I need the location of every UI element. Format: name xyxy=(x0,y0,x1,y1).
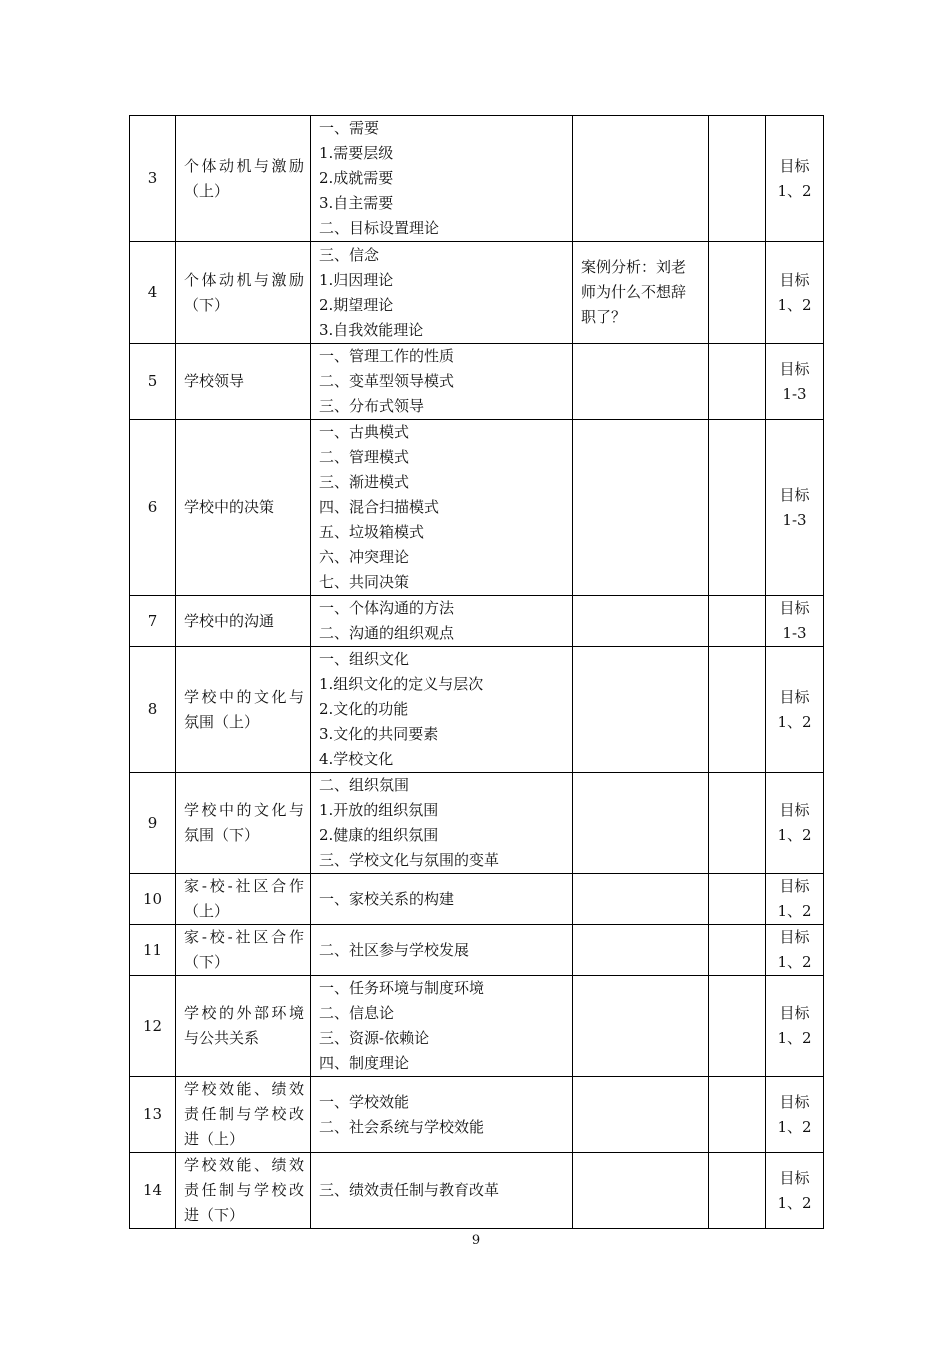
topic-cell xyxy=(176,1077,311,1153)
content-line: 1.归因理论 xyxy=(319,270,394,289)
goal-line: 目标 xyxy=(779,1168,810,1187)
content-line: 2.文化的功能 xyxy=(319,700,409,718)
case-cell xyxy=(573,773,709,874)
content-line: 三、分布式领导 xyxy=(319,397,425,415)
empty-cell xyxy=(709,596,766,647)
goal-cell xyxy=(766,976,824,1077)
content-cell xyxy=(311,344,573,420)
goal-cell xyxy=(766,647,824,773)
goal-line: 1-3 xyxy=(782,624,807,642)
content-line: 二、社区参与学校发展 xyxy=(319,940,470,959)
topic-line: 学校领导 xyxy=(184,372,245,390)
goal-line: 目标 xyxy=(779,1004,810,1022)
content-line: 七、共同决策 xyxy=(319,573,410,591)
content-line: 二、社会系统与学校效能 xyxy=(319,1117,485,1136)
topic-line: （上） xyxy=(184,902,230,920)
empty-cell xyxy=(709,976,766,1077)
content-line: 2.成就需要 xyxy=(319,169,394,187)
empty-cell xyxy=(709,242,766,344)
goal-line: 1、2 xyxy=(777,1193,812,1212)
week-number-cell: 9 xyxy=(130,773,176,874)
week-number-cell: 5 xyxy=(130,344,176,420)
topic-cell xyxy=(176,596,311,647)
topic-line: 氛围（下） xyxy=(184,826,260,844)
content-line: 一、组织文化 xyxy=(319,650,410,668)
goal-line: 1、2 xyxy=(777,1117,812,1136)
goal-line: 1、2 xyxy=(777,1029,812,1047)
content-line: 二、信息论 xyxy=(319,1004,395,1022)
case-cell xyxy=(573,874,709,925)
goal-line: 1-3 xyxy=(782,384,807,403)
content-line: 二、变革型领导模式 xyxy=(319,372,455,390)
case-line: 师为什么不想辞 xyxy=(581,283,687,301)
table-row xyxy=(130,976,824,1077)
content-line: 二、目标设置理论 xyxy=(319,219,440,237)
goal-line: 目标 xyxy=(779,485,810,504)
goal-cell xyxy=(766,344,824,420)
content-line: 四、制度理论 xyxy=(319,1054,410,1072)
empty-cell xyxy=(709,420,766,596)
week-number-cell: 6 xyxy=(130,420,176,596)
content-line: 1.组织文化的定义与层次 xyxy=(319,675,484,693)
topic-line: 学校中的文化与 xyxy=(184,801,304,819)
content-line: 3.文化的共同要素 xyxy=(319,725,439,743)
empty-cell xyxy=(709,874,766,925)
content-line: 四、混合扫描模式 xyxy=(319,498,440,516)
empty-cell xyxy=(709,1153,766,1229)
goal-line: 1、2 xyxy=(777,826,812,844)
case-cell xyxy=(573,242,709,344)
goal-line: 1、2 xyxy=(777,902,812,920)
goal-line: 目标 xyxy=(779,801,810,819)
empty-cell xyxy=(709,1077,766,1153)
content-line: 1.开放的组织氛围 xyxy=(319,801,439,819)
table-row xyxy=(130,773,824,874)
topic-line: 与公共关系 xyxy=(184,1029,260,1047)
topic-cell xyxy=(176,976,311,1077)
goal-line: 目标 xyxy=(779,1092,810,1111)
topic-line: 学校中的决策 xyxy=(184,498,275,516)
goal-line: 1-3 xyxy=(782,510,807,529)
week-number-cell: 13 xyxy=(130,1077,176,1153)
empty-cell xyxy=(709,773,766,874)
content-line: 六、冲突理论 xyxy=(319,548,410,566)
content-line: 一、学校效能 xyxy=(319,1092,410,1111)
goal-line: 1、2 xyxy=(777,712,812,731)
week-number-cell: 3 xyxy=(130,116,176,242)
empty-cell xyxy=(709,344,766,420)
table-row xyxy=(130,1077,824,1153)
content-cell xyxy=(311,116,573,242)
goal-line: 目标 xyxy=(779,928,810,946)
content-line: 一、管理工作的性质 xyxy=(319,347,455,365)
topic-line: （下） xyxy=(184,953,230,971)
table-row xyxy=(130,874,824,925)
topic-line: 责任制与学校改 xyxy=(184,1181,304,1199)
content-line: 一、任务环境与制度环境 xyxy=(319,979,485,997)
content-line: 一、个体沟通的方法 xyxy=(319,599,455,617)
content-line: 二、沟通的组织观点 xyxy=(319,624,455,642)
content-cell xyxy=(311,1153,573,1229)
content-line: 三、学校文化与氛围的变革 xyxy=(319,851,500,869)
topic-cell xyxy=(176,1153,311,1229)
goal-cell xyxy=(766,116,824,242)
topic-cell xyxy=(176,344,311,420)
goal-line: 1、2 xyxy=(777,295,812,314)
empty-cell xyxy=(709,647,766,773)
content-line: 三、资源-依赖论 xyxy=(319,1029,430,1047)
table-row xyxy=(130,596,824,647)
content-cell xyxy=(311,596,573,647)
content-line: 4.学校文化 xyxy=(319,750,394,768)
content-cell xyxy=(311,420,573,596)
goal-line: 目标 xyxy=(779,156,810,175)
table-row xyxy=(130,925,824,976)
empty-cell xyxy=(709,116,766,242)
case-cell xyxy=(573,1077,709,1153)
content-cell xyxy=(311,925,573,976)
content-line: 一、需要 xyxy=(319,119,380,137)
empty-cell xyxy=(709,925,766,976)
topic-cell xyxy=(176,116,311,242)
goal-line: 目标 xyxy=(779,687,810,706)
topic-line: 个体动机与激励 xyxy=(184,270,304,289)
topic-line: 学校效能、绩效 xyxy=(184,1080,304,1098)
topic-line: 学校中的文化与 xyxy=(184,687,304,706)
schedule-table-body xyxy=(130,116,824,1229)
content-line: 2.期望理论 xyxy=(319,295,394,314)
case-cell xyxy=(573,116,709,242)
goal-cell xyxy=(766,773,824,874)
goal-cell xyxy=(766,242,824,344)
content-line: 二、组织氛围 xyxy=(319,776,410,794)
content-line: 一、古典模式 xyxy=(319,423,410,441)
case-cell xyxy=(573,420,709,596)
topic-line: （下） xyxy=(184,295,230,314)
content-line: 3.自主需要 xyxy=(319,194,394,212)
goal-cell xyxy=(766,596,824,647)
topic-line: 家-校-社区合作 xyxy=(184,877,304,895)
topic-line: 学校的外部环境 xyxy=(184,1004,304,1022)
case-line: 案例分析：刘老 xyxy=(581,258,687,276)
goal-line: 1、2 xyxy=(777,953,812,971)
week-number-cell: 14 xyxy=(130,1153,176,1229)
week-number-cell: 7 xyxy=(130,596,176,647)
goal-cell xyxy=(766,1153,824,1229)
content-cell xyxy=(311,976,573,1077)
topic-line: 学校中的沟通 xyxy=(184,611,275,630)
content-line: 二、管理模式 xyxy=(319,448,410,466)
case-cell xyxy=(573,344,709,420)
case-line: 职了？ xyxy=(581,308,627,326)
goal-cell xyxy=(766,1077,824,1153)
content-line: 三、绩效责任制与教育改革 xyxy=(319,1181,500,1199)
topic-line: 进（上） xyxy=(184,1130,245,1148)
topic-cell xyxy=(176,773,311,874)
page-number: 9 xyxy=(471,1233,481,1248)
table-row xyxy=(130,242,824,344)
week-number-cell: 4 xyxy=(130,242,176,344)
topic-line: 氛围（上） xyxy=(184,712,260,731)
content-line: 五、垃圾箱模式 xyxy=(319,523,425,541)
table-row xyxy=(130,647,824,773)
goal-cell xyxy=(766,420,824,596)
content-cell xyxy=(311,647,573,773)
table-row xyxy=(130,344,824,420)
topic-cell xyxy=(176,874,311,925)
topic-cell xyxy=(176,420,311,596)
case-cell xyxy=(573,647,709,773)
topic-line: 学校效能、绩效 xyxy=(184,1156,304,1174)
topic-cell xyxy=(176,242,311,344)
content-line: 2.健康的组织氛围 xyxy=(319,826,439,844)
content-cell xyxy=(311,874,573,925)
table-row xyxy=(130,1153,824,1229)
case-cell xyxy=(573,1153,709,1229)
content-cell xyxy=(311,242,573,344)
goal-line: 目标 xyxy=(779,599,810,617)
topic-line: 责任制与学校改 xyxy=(184,1105,304,1123)
content-line: 1.需要层级 xyxy=(319,144,394,162)
table-row xyxy=(130,420,824,596)
topic-line: 进（下） xyxy=(184,1206,245,1224)
week-number-cell: 10 xyxy=(130,874,176,925)
week-number-cell: 12 xyxy=(130,976,176,1077)
topic-cell xyxy=(176,647,311,773)
goal-line: 目标 xyxy=(779,359,810,378)
content-cell xyxy=(311,1077,573,1153)
goal-line: 目标 xyxy=(779,877,810,895)
topic-line: （上） xyxy=(184,181,230,200)
content-line: 一、家校关系的构建 xyxy=(319,889,455,908)
content-line: 3.自我效能理论 xyxy=(319,320,424,339)
week-number-cell: 8 xyxy=(130,647,176,773)
content-line: 三、渐进模式 xyxy=(319,473,410,491)
goal-line: 1、2 xyxy=(777,181,812,200)
case-cell xyxy=(573,925,709,976)
content-line: 三、信念 xyxy=(319,245,380,264)
table-row xyxy=(130,116,824,242)
content-cell xyxy=(311,773,573,874)
course-schedule-table xyxy=(129,115,824,1229)
topic-line: 个体动机与激励 xyxy=(184,156,304,175)
goal-line: 目标 xyxy=(779,270,810,289)
goal-cell xyxy=(766,925,824,976)
case-cell xyxy=(573,596,709,647)
topic-line: 家-校-社区合作 xyxy=(184,928,304,946)
goal-cell xyxy=(766,874,824,925)
topic-cell xyxy=(176,925,311,976)
case-cell xyxy=(573,976,709,1077)
week-number-cell: 11 xyxy=(130,925,176,976)
